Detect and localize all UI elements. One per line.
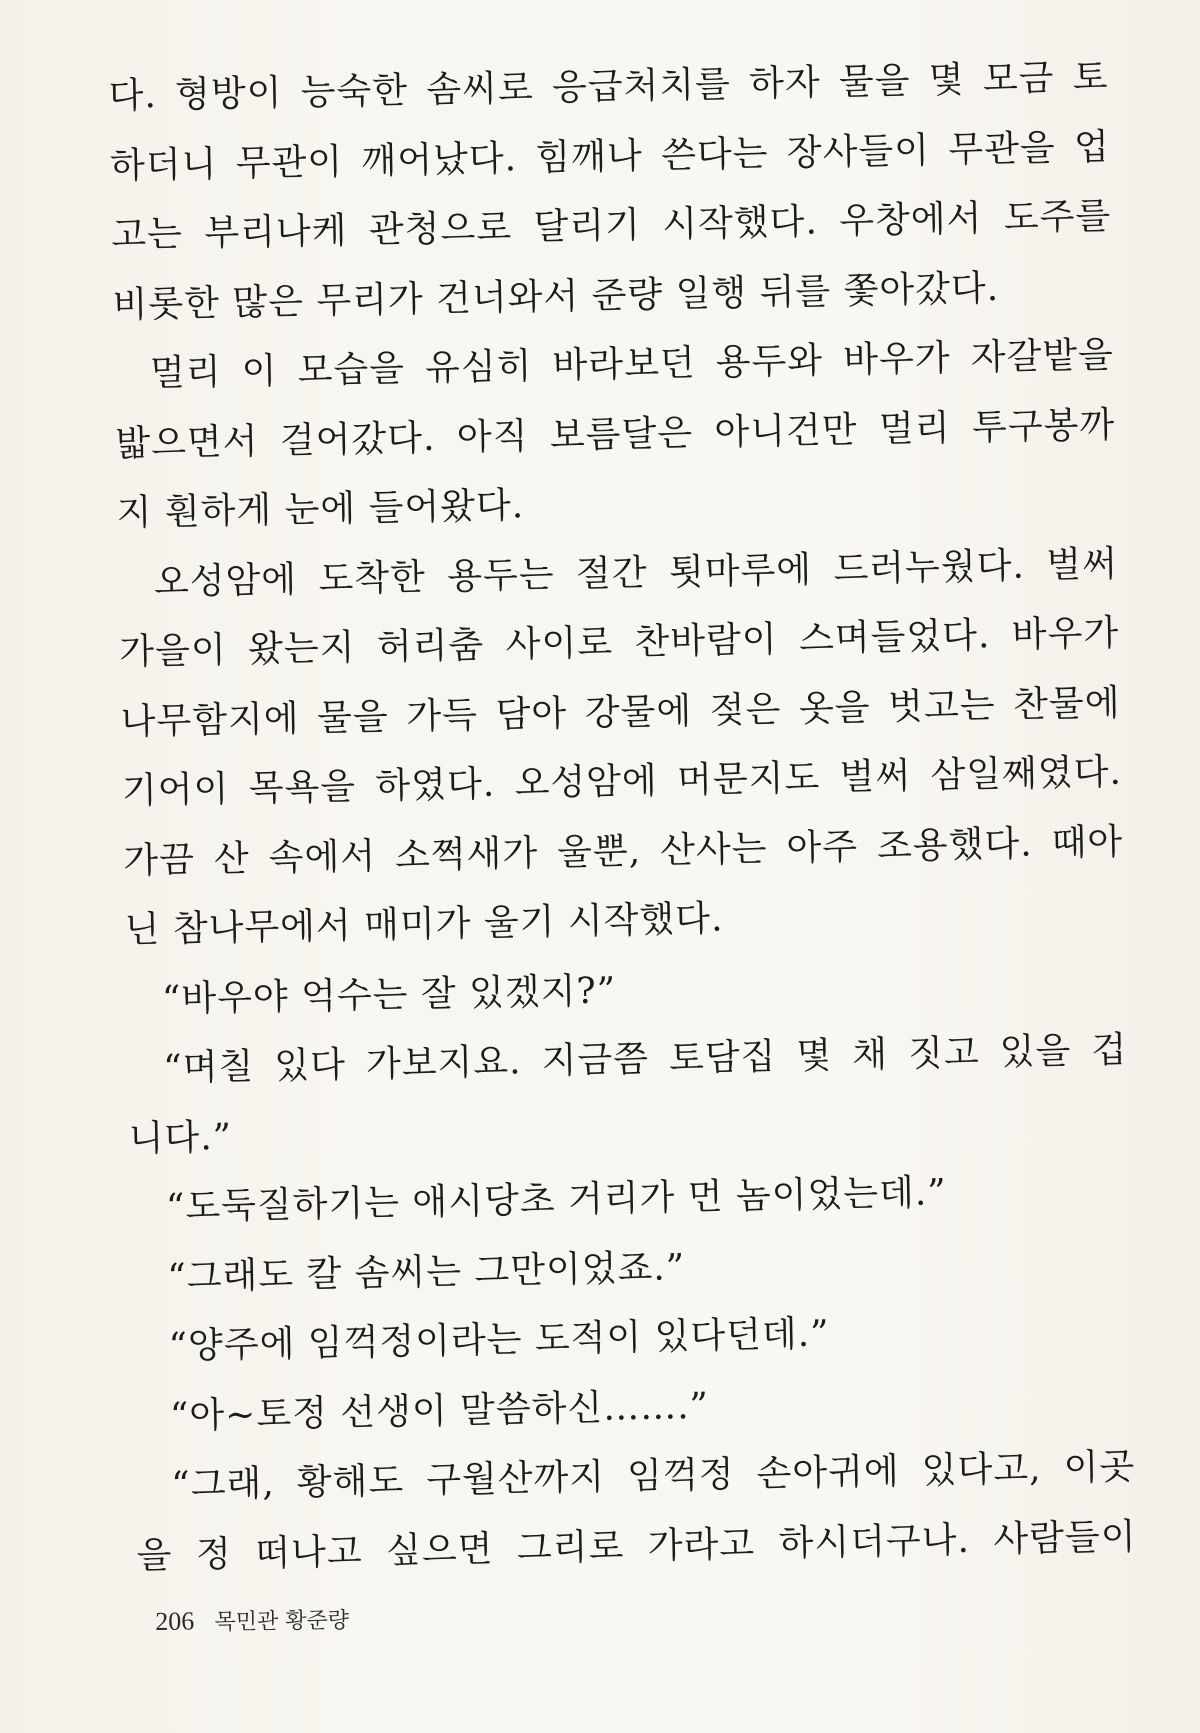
text-line: 다. 형방이 능숙한 솜씨로 응급처치를 하자 물을 몇 모금 토 [108,56,1109,117]
page-number: 206 [155,1606,195,1636]
text-line: 가끔 산 속에서 소쩍새가 울뿐, 산사는 아주 조용했다. 때아 [122,821,1124,882]
text-line: 비롯한 많은 무리가 건너와서 준량 일행 뒤를 쫓아갔다. [112,267,1000,326]
dialogue-line: “양주에 임꺽정이라는 도적이 있다던데.” [168,1313,830,1368]
dialogue-line: “그래도 칼 솜씨는 그만이었죠.” [166,1246,686,1298]
text-line: 나무함지에 물을 가득 담아 강물에 젖은 옷을 벗고는 찬물에 [120,682,1121,743]
dialogue-line: 을 정 떠나고 싶으면 그리로 가라고 하시더구나. 사람들이 [136,1516,1137,1577]
dialogue-line: “도둑질하기는 애시당초 거리가 먼 놈이었는데.” [165,1172,948,1229]
body-text [108,43,1137,1591]
dialogue-line: “그래, 황해도 구월산까지 임꺽정 손아귀에 있다고, 이곳 [170,1446,1136,1507]
text-line: 밟으면서 걸어갔다. 아직 보름달은 아니건만 멀리 투구봉까 [114,404,1116,465]
text-line: 닌 참나무에서 매미가 울기 시작했다. [124,898,724,951]
text-line: 고는 부리나케 관청으로 달리기 시작했다. 우창에서 도주를 [110,195,1112,256]
dialogue-line: “며칠 있다 가보지요. 지금쯤 토담집 몇 채 짓고 있을 겁 [162,1029,1128,1090]
page-footer [155,1603,349,1637]
text-line: 하더니 무관이 깨어났다. 힘깨나 쓴다는 장사들이 무관을 업 [109,126,1111,187]
text-line: 지 훤하게 눈에 들어왔다. [116,485,525,534]
text-line: 기어이 목욕을 하였다. 오성암에 머문지도 벌써 삼일째였다. [121,751,1123,812]
dialogue-line: 니다.” [128,1116,233,1160]
text-line: 가을이 왔는지 허리춤 사이로 찬바람이 스며들었다. 바우가 [118,612,1120,673]
dialogue-line: “바우야 억수는 잘 있겠지?” [161,969,617,1020]
dialogue-line: “아~토정 선생이 말씀하신…….” [169,1385,710,1437]
text-line: 오성암에 도착한 용두는 절간 툇마루에 드러누웠다. 벌써 [153,543,1119,603]
text-line: 멀리 이 모습을 유심히 바라보던 용두와 바우가 자갈밭을 [149,334,1115,395]
running-title: 목민관 황준량 [214,1608,350,1636]
